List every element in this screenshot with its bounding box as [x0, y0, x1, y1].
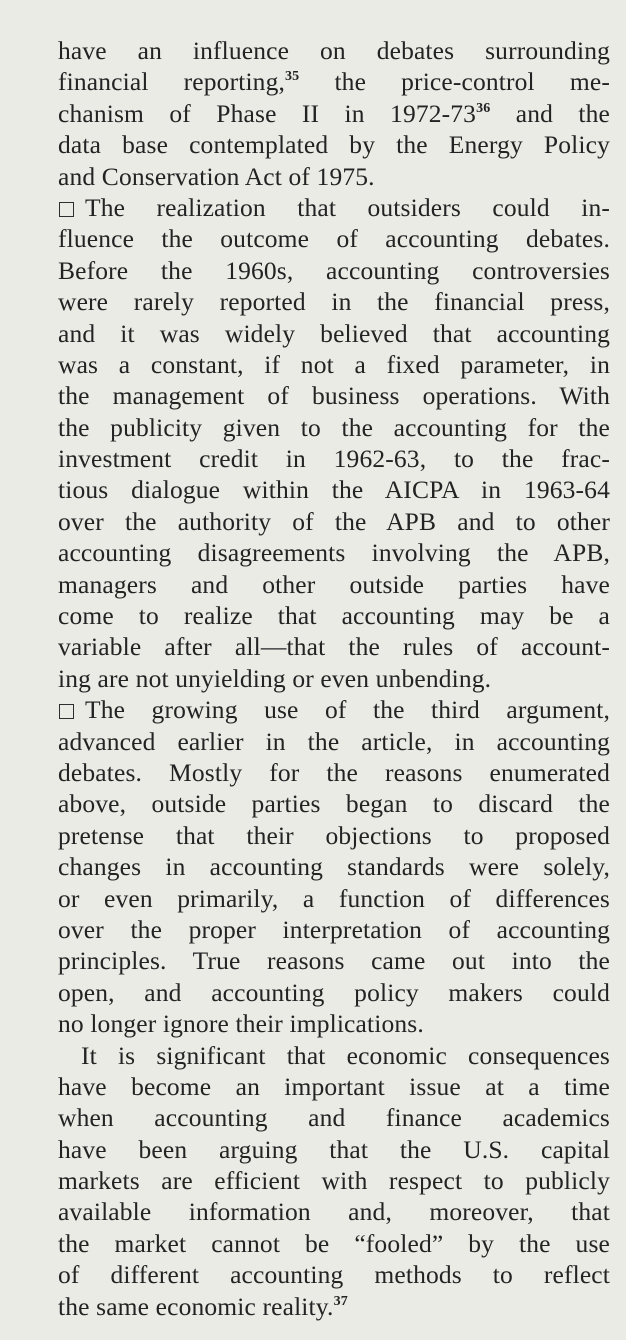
text-line: [58, 98, 610, 129]
line-text: managers and other outside parties have: [58, 569, 610, 599]
line-text: the publicity given to the accounting for the: [58, 412, 610, 442]
line-text: available information and, moreover, that: [58, 1197, 610, 1227]
line-text: principles. True reasons came out into the: [58, 946, 610, 976]
line-text: were rarely reported in the financial press,: [58, 287, 610, 317]
body-paragraph: [58, 1040, 610, 1323]
footnote-marker: 36: [476, 100, 491, 116]
line-text: advanced earlier in the article, in accounting: [58, 726, 610, 756]
line-text: have been arguing that the U.S. capital: [58, 1134, 610, 1164]
text-line: [58, 883, 610, 914]
text-line: [58, 286, 610, 317]
text-line: [58, 631, 610, 662]
line-text: financial reporting,: [58, 67, 286, 97]
text-line: [58, 349, 610, 380]
line-text: debates. Mostly for the reasons enumerated: [58, 757, 610, 787]
text-line: [58, 129, 610, 160]
text-line: [58, 1228, 610, 1259]
text-line: [58, 35, 610, 66]
checkbox-bullet-icon: [59, 704, 74, 719]
line-text: when accounting and finance academics: [58, 1103, 610, 1133]
text-line: [58, 726, 610, 757]
line-text-tail: the price-control me-: [299, 67, 611, 97]
text-line: [58, 851, 610, 882]
line-text: data base contemplated by the Energy Policy: [58, 130, 610, 160]
line-text: The realization that outsiders could in-: [85, 192, 610, 222]
text-line: [58, 1008, 610, 1039]
line-text: was a constant, if not a fixed parameter, in: [58, 349, 610, 379]
line-text: pretense that their objections to proposed: [58, 820, 610, 850]
bullet-paragraph: [58, 192, 610, 694]
line-text: tious dialogue within the AICPA in 1963-64: [58, 475, 610, 505]
line-text: open, and accounting policy makers could: [58, 977, 610, 1007]
line-text: have an influence on debates surrounding: [58, 36, 610, 65]
text-line: [58, 506, 610, 537]
line-text: come to realize that accounting may be a: [58, 601, 610, 631]
text-line: [58, 66, 610, 97]
line-text: The growing use of the third argument,: [85, 695, 610, 725]
line-text: fluence the outcome of accounting debates.: [58, 224, 610, 254]
line-text: no longer ignore their implications.: [58, 1009, 424, 1039]
text-line: [58, 255, 610, 286]
text-line: [58, 380, 610, 411]
text-line: [58, 474, 610, 505]
text-line: [58, 443, 610, 474]
text-line: [58, 412, 610, 443]
text-line: [58, 945, 610, 976]
line-text: changes in accounting standards were solely,: [58, 852, 610, 882]
text-line: [58, 223, 610, 254]
line-text: ing are not unyielding or even unbending.: [58, 663, 492, 693]
text-line: [58, 1102, 610, 1133]
line-text: Before the 1960s, accounting controversies: [58, 255, 610, 285]
line-text: markets are efficient with respect to publicly: [58, 1166, 610, 1196]
text-line: [58, 161, 610, 192]
line-text: or even primarily, a function of differences: [58, 883, 610, 913]
text-line: [58, 537, 610, 568]
line-text: the same economic reality.: [58, 1291, 334, 1321]
line-text: have become an important issue at a time: [58, 1071, 610, 1101]
text-line: [58, 1165, 610, 1196]
text-line: [58, 318, 610, 349]
line-text: accounting disagreements involving the APB,: [58, 538, 610, 568]
text-line: [58, 694, 610, 725]
bullet-paragraph: [58, 694, 610, 1039]
document-page: [58, 35, 610, 1322]
line-text: of different accounting methods to reflect: [58, 1260, 610, 1290]
text-line: [58, 757, 610, 788]
text-line: [58, 788, 610, 819]
line-text: investment credit in 1962-63, to the frac-: [58, 444, 610, 474]
line-text: chanism of Phase II in 1972-73: [58, 98, 477, 128]
footnote-marker: 35: [285, 69, 300, 85]
text-line: [58, 977, 610, 1008]
line-text: above, outside parties began to discard the: [58, 789, 610, 819]
text-line: [58, 1291, 610, 1322]
text-line: [58, 1071, 610, 1102]
text-line: [58, 1196, 610, 1227]
text-line: [58, 1040, 610, 1071]
text-line: [58, 600, 610, 631]
line-text: over the proper interpretation of accounting: [58, 914, 610, 944]
line-text: the management of business operations. With: [58, 381, 610, 411]
checkbox-bullet-icon: [59, 202, 74, 217]
line-text: and it was widely believed that accounting: [58, 318, 610, 348]
line-text-tail: and the: [490, 98, 611, 128]
line-text: and Conservation Act of 1975.: [58, 161, 375, 191]
footnote-marker: 37: [333, 1293, 348, 1309]
line-text: the market cannot be “fooled” by the use: [58, 1228, 610, 1258]
text-line: [58, 820, 610, 851]
text-line: [58, 663, 610, 694]
text-line: [58, 569, 610, 600]
text-line: [58, 1259, 610, 1290]
text-line: [58, 914, 610, 945]
text-line: [58, 192, 610, 223]
line-text: over the authority of the APB and to other: [58, 506, 610, 536]
line-text: It is significant that economic consequences: [81, 1040, 610, 1070]
continuation-paragraph: [58, 35, 610, 192]
text-line: [58, 1134, 610, 1165]
line-text: variable after all—that the rules of account-: [58, 632, 610, 662]
